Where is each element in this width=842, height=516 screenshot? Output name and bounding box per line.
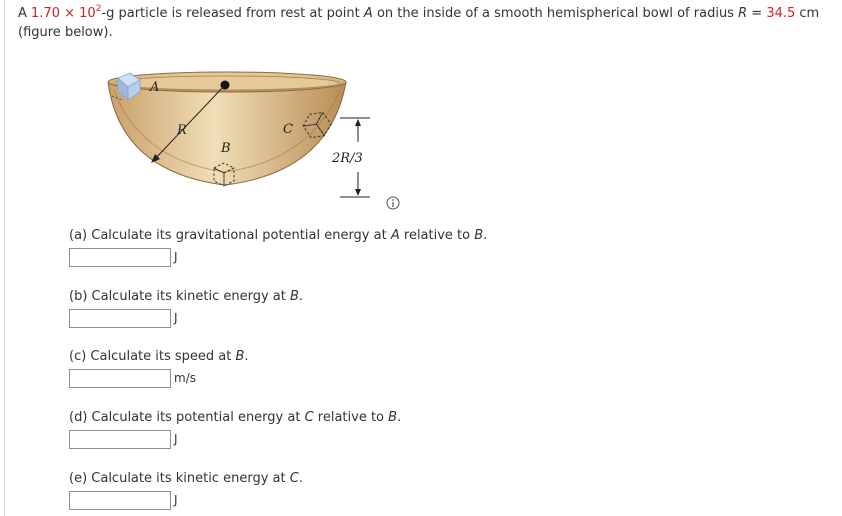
part-a-unit: J (174, 250, 178, 264)
part-b-answer-input[interactable] (69, 309, 171, 328)
part-c-unit: m/s (174, 371, 196, 385)
radius-unit: cm (795, 6, 820, 21)
part-a-question: (a) Calculate its gravitational potential energy at A relative to B. (69, 228, 488, 243)
part-b (69, 287, 303, 328)
part-a (69, 226, 487, 267)
part-e-answer-input[interactable] (69, 491, 171, 510)
equals-sign: = (747, 6, 767, 21)
part-d-answer-input[interactable] (69, 430, 171, 449)
hemispherical-bowl-figure (100, 60, 410, 210)
middle-text: on the inside of a smooth hemispherical bowl of radius (372, 6, 739, 21)
part-d-unit: J (174, 432, 178, 446)
part-c-answer-input[interactable] (69, 369, 171, 388)
label-c: C (283, 122, 293, 137)
mass-value: $1.70 \times 10^2$ (31, 4, 102, 21)
radius-value: 34.5 (766, 6, 796, 21)
height-arrow-down (355, 189, 361, 196)
problem-intro: A (18, 6, 32, 21)
part-a-answer-input[interactable] (69, 248, 171, 267)
part-e-question: (e) Calculate its kinetic energy at C. (69, 471, 303, 486)
problem-statement (18, 4, 833, 42)
mass-unit-text: -g particle is released from rest at point (101, 6, 364, 21)
left-border (4, 0, 5, 516)
part-b-unit: J (174, 311, 178, 325)
radius-symbol: R (738, 6, 748, 21)
part-c (69, 347, 249, 388)
label-r: R (177, 123, 187, 138)
part-e-unit: J (174, 493, 178, 507)
label-b: B (221, 141, 231, 156)
part-b-question: (b) Calculate its kinetic energy at B. (69, 289, 304, 304)
figure-note: (figure below). (18, 25, 113, 40)
point-a-var: A (363, 6, 373, 21)
part-d-question: (d) Calculate its potential energy at C relative to B. (69, 410, 402, 425)
label-a: A (150, 80, 160, 95)
part-d (69, 408, 401, 449)
part-e (69, 469, 303, 510)
info-icon[interactable] (387, 197, 399, 209)
label-height: 2R/3 (332, 151, 363, 166)
height-arrow-up (355, 119, 361, 126)
part-c-question: (c) Calculate its speed at B. (69, 349, 249, 364)
